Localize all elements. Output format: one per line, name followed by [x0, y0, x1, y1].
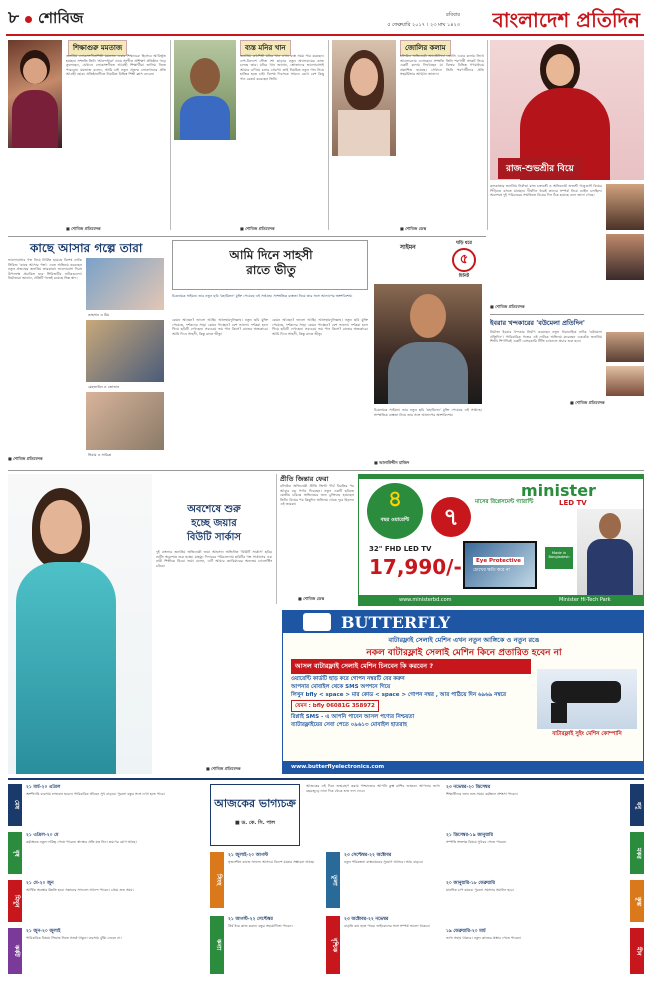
tara-caption-3: সিয়াম ও সারিকা [88, 453, 112, 457]
butterfly-logo [303, 613, 331, 631]
story-tara [8, 240, 164, 468]
story-saimon [170, 240, 486, 468]
zodiac-head: ২১ মে-২০ জুন [26, 881, 54, 886]
butterfly-tagline: বাটারফ্লাই সেলাই মেশিন এখন নতুন আঙ্গিকে ও নতুন রঙে [388, 636, 540, 644]
zodiac-text: কর্মক্ষেত্রে নতুন দায়িত্ব পেতে পারেন। স্বাস্থ্যের প্রতি যত্ন নিন। ভ্রমণের যোগ আছে। [26, 840, 137, 844]
page-number: ৮ [8, 8, 20, 28]
zodiac-head: ২১ এপ্রিল-২০ মে [26, 833, 59, 838]
jolie-heading: জোলির কলাম [400, 40, 451, 56]
header-rule [6, 34, 644, 36]
badge-top: ঘড়ি ধরে [456, 241, 472, 246]
tara-photo-2 [86, 320, 164, 382]
story-momtaz [8, 40, 166, 235]
ibrar-credit: ■ শোবিজ প্রতিবেদক [570, 400, 605, 405]
saimon-photo [374, 284, 482, 404]
ibrar-heading: ইবরার খন্দকারের 'বউমেলা প্রতিদিন' [490, 319, 585, 327]
warranty-text: বছর ওয়ারেন্টি [380, 517, 410, 523]
saimon-name: সাইমন [400, 244, 416, 251]
raj-credit: ■ শোবিজ প্রতিবেদক [490, 304, 525, 309]
zodiac-text: মানসিক চাপ কমবে। পুরনো সমস্যার সমাধান হবে। [446, 888, 514, 892]
step-5: ব্যাটারফ্লাইয়ের সেবা পেতে ০৯৬১৩ মোবাইল হাতরাহ [291, 722, 408, 728]
made-in-bd: Made in Bangladesh [545, 547, 573, 569]
zodiac-row [8, 784, 204, 830]
ibrar-photo [606, 332, 644, 362]
step-3: লিখুন bfly < space > মার কোড < space > গোপন নম্বর , আর পাঠিয়ে দিন ৬৯৬৯ নম্বরে [291, 692, 506, 698]
zodiac-head: ১৯ ফেব্রুয়ারি-২০ মার্চ [446, 929, 486, 934]
ad-butterfly[interactable] [282, 610, 644, 774]
saimon-body-col3: চিত্রনায়ক সাইমন। তার নতুন ছবি 'মহামিলন' মুক্তি পেয়েছে এই সপ্তাহে। সাম্প্রতিক ব্যস্ততা নিয়ে তার সঙ্গে আলাপের অংশবিশেষ। [374, 408, 482, 417]
raj-heading: রাজ-শুভশ্রীর বিয়ে [498, 158, 582, 179]
priti-credit: ■ শোবিজ ডেস্ক [298, 596, 325, 601]
zodiac-text: আর্থিক অবস্থার উন্নতি হবে। সন্তানের সাফল্যে আনন্দ পাবেন। প্রেমে শুভ সময়। [26, 888, 134, 892]
momtaz-heading: শিক্ষাগুরু মমতাজ [68, 40, 127, 56]
zodiac-head: ২১ আগস্ট-২২ সেপ্টেম্বর [228, 917, 273, 922]
zodiac-head: ২১ মার্চ-২০ এপ্রিল [26, 785, 61, 790]
tv-screen [463, 541, 537, 589]
zodiac-text-wrap [228, 916, 324, 928]
zodiac-row [210, 916, 324, 978]
tara-caption-1: তাহসান ও মিম [88, 313, 110, 317]
step-2: আপনার মোবাইল থেকে SMS অপশনে গিয়ে [291, 684, 391, 690]
story-beauty [156, 474, 272, 774]
horoscope-title-box [210, 784, 300, 846]
minister-website[interactable]: www.ministerbd.com [399, 597, 452, 603]
zodiac-tag: মেষ [8, 784, 22, 826]
zodiac-text-wrap [26, 928, 204, 940]
divider [8, 470, 644, 471]
zodiac-text-wrap [26, 784, 204, 796]
zodiac-row [8, 928, 204, 978]
saimon-body-col1: কেমন আছেন? ভালো আছি। আলহামদুলিল্লাহ। নতুন ছবি মুক্তি পেয়েছে, দর্শকদের সাড়া কেমন পাচ্ছেন? বেশ ভালো। দর্শকরা হলে গিয়ে ছবিটি দেখছেন। সবচেয়ে ভয় পান কিসে? রাতের অন্ধকারে। আমি দিনে সাহসী, কিন্তু রাতে ভীতু। [172, 318, 268, 336]
zodiac-text-wrap [26, 880, 204, 892]
divider [8, 778, 644, 780]
badge-num: ৫ [452, 248, 476, 272]
divider [490, 314, 644, 315]
zodiac-head: ২৩ অক্টোবর-২২ নভেম্বর [344, 917, 389, 922]
butterfly-footer [283, 761, 644, 774]
butterfly-header [283, 611, 644, 633]
minister-brand: minister [521, 481, 596, 500]
warranty-num: ৪ [387, 487, 403, 512]
replace-text: মাসের রিপ্লেসমেন্ট গ্যারান্টি [475, 499, 534, 505]
subhasree-inset-photo [606, 234, 644, 280]
priti-body: বলিউড অভিনেত্রী প্রীতি জিন্টা দীর্ঘ বিরতির পর আবার বড় পর্দায় ফিরছেন। নতুন একটি ছবিতে কেন্দ্রীয় চরিত্রে অভিনয়ের জন্য চুক্তিবদ্ধ হয়েছেন তিনি। বিয়ের পর কিছুদিন অভিনয় থেকে দূরে ছিলেন এই তারকা। [280, 484, 354, 507]
ad-stripe [359, 475, 644, 479]
tv-model: 32" FHD LED TV [369, 545, 432, 553]
divider [328, 40, 329, 230]
zodiac-tag: কন্যা [210, 916, 224, 974]
horoscope-author: ■ ড. কে. সি. পাল [235, 820, 275, 826]
saimon-heading-2: রাতে ভীতু [246, 263, 296, 277]
zodiac-text-wrap [446, 784, 626, 796]
story-jaya [8, 474, 152, 774]
divider [170, 40, 171, 230]
horoscope-intro: আজকের এই দিনে জন্মগ্রহণ করায় পাশ্চাত্যের আপনি কুম্ভ রাশির জাতক। আপনার ভাগ্য বছরজুড়ে নানা দিক থেকে শুভ ফল দেবে। [306, 784, 440, 793]
zodiac-row [446, 880, 644, 926]
saimon-body-col2: কেমন আছেন? ভালো আছি। আলহামদুলিল্লাহ। নতুন ছবি মুক্তি পেয়েছে, দর্শকদের সাড়া কেমন পাচ্ছেন? বেশ ভালো। দর্শকরা হলে গিয়ে ছবিটি দেখছেন। সবচেয়ে ভয় পান কিসে? রাতের অন্ধকারে। আমি দিনে সাহসী, কিন্তু রাতে ভীতু। [272, 318, 368, 336]
tv-price: 17,990/- [369, 555, 462, 579]
zodiac-head: ২০ জানুয়ারি-১৮ ফেব্রুয়ারি [446, 881, 496, 886]
bullet-dot [25, 16, 32, 23]
butterfly-steps [291, 675, 531, 729]
momtaz-body: জনপ্রিয় লোকসংগীতশিল্পী মমতাজ এবার শিক্ষাগুরু হিসেবে আবির্ভূত হচ্ছেন। সম্প্রতি তিনি 'আনন্দধারা' নামে সংগীত প্রশিক্ষণ প্রতিষ্ঠান গড়ে তুলেছেন, যেখানে লোকসংগীতে আগ্রহী শিক্ষার্থীরা তালিম নিতে পারবেন। মমতাজ বলেন, আমি চাই নতুন প্রজন্ম লোকগানের প্রতি আগ্রহী হোক। প্রতিষ্ঠানটিতে নিয়মিত বিভিন্ন শিল্পী ক্লাস নেবেন। [66, 54, 166, 77]
zodiac-tag: বৃশ্চিক [326, 916, 340, 974]
badge-bottom: মিনিট [458, 274, 470, 279]
beauty-heading-3: বিউটি সার্কাস [186, 532, 241, 543]
divider [276, 474, 277, 604]
zodiac-tag: সিংহ [210, 852, 224, 908]
zodiac-head: ২১ জুলাই-২০ আগস্ট [228, 853, 269, 858]
minister-fb[interactable]: Minister Hi-Tech Park [559, 597, 611, 603]
zodiac-head: ২৩ নভেম্বর-২০ ডিসেম্বর [446, 785, 491, 790]
zodiac-text: পারিবারিক বিষয়ে সিদ্ধান্ত নিতে সতর্ক থাকুন। ব্যবসায় ঝুঁকি নেবেন না। [26, 936, 122, 940]
zodiac-text-wrap [26, 832, 204, 844]
raj-inset-photo [606, 184, 644, 230]
horoscope-title: আজকের ভাগ্যচক্র [214, 797, 296, 810]
zodiac-text-wrap [446, 880, 626, 892]
section-title: শোবিজ [38, 8, 84, 27]
monir-photo [174, 40, 236, 140]
saimon-credit: ■ আলাউদ্দীন মাজিদ [374, 460, 410, 465]
horoscope-center [210, 782, 440, 980]
butterfly-website[interactable]: www.butterflyelectronics.com [291, 764, 385, 770]
ibrar-photo-2 [606, 366, 644, 396]
header-day: রবিবার [446, 12, 460, 18]
beauty-body: দুই বাংলার জনপ্রিয় অভিনেত্রী জয়া আহসান অভিনীত 'বিউটি সার্কাস' ছবির শুটিং অবশেষে শুরু হচ্ছে। মাহমুদ দিদারের পরিচালনায় ছবিটির গল্প সার্কাসের এক নারী শিল্পীকে ঘিরে। জয়া বলেন, এটি আমার ক্যারিয়ারের অন্যতম চ্যালেঞ্জিং চরিত্র। [156, 550, 272, 568]
story-jolie [332, 40, 484, 235]
zodiac-text: বাড়তি ব্যয় হতে পারে। ভাইবোনের সঙ্গে সম্পর্ক ভালো থাকবে। [344, 924, 430, 928]
zodiac-head: ২১ জুন-২০ জুলাই [26, 929, 61, 934]
monir-body: জনপ্রিয় কণ্ঠশিল্পী মনির খান এখন ব্যস্ত সময় পার করছেন। দেশ-বিদেশে স্টেজ শো ছাড়াও নতুন অ্যালবামের কাজ চলছে তার। মনির খান জানান, শ্রোতাদের ভালোবাসাই আমার এগিয়ে চলার প্রেরণা। তাই নিয়মিত নতুন গান নিয়ে হাজির হতে চাই। বিশেষ দিবসকে সামনে রেখে বেশ কিছু গান রেকর্ড করেছেন তিনি। [240, 54, 324, 81]
beauty-heading-1: অবশেষে শুরু [187, 504, 241, 515]
zodiac-text-wrap [446, 832, 626, 844]
zodiac-text: সম্পত্তি সংক্রান্ত বিষয়ে সুখবর পেতে পারেন। [446, 840, 507, 844]
header-date: ৫ ফেব্রুয়ারি ২০১৭ । ২৩ মাঘ ১৪২৩ [387, 22, 460, 28]
zodiac-text-wrap [446, 928, 626, 940]
saimon-header-box [172, 240, 368, 290]
minister-footer [359, 595, 644, 606]
ibrar-body: নির্মাতা ইবরার খন্দকার নির্মাণ করেছেন নতুন ধারাবাহিক নাটক 'বউমেলা প্রতিদিন'। পারিবারিক গল্পের এই নাটকে অভিনয় করেছেন একঝাঁক জনপ্রিয় শিল্পী। শিগগিরই একটি বেসরকারি টিভি চ্যানেলে প্রচার শুরু হবে। [490, 330, 602, 344]
butterfly-brand: BUTTERFLY [341, 613, 451, 632]
zodiac-tag: কুম্ভ [630, 880, 644, 922]
zodiac-tag: মীন [630, 928, 644, 974]
step-1: ওয়ারেন্টি কার্ডটি ছাড় করে গোপন নম্বরটি বের করুন [291, 676, 405, 682]
minister-model-photo [577, 509, 643, 595]
horoscope-left [8, 782, 204, 980]
header-left [8, 4, 83, 34]
jolie-photo [332, 40, 396, 156]
step-4: রিপ্লাই SMS - এ আপনি পাবেন আসল পণ্যের নিশ্চয়তা [291, 714, 415, 720]
beauty-credit: ■ শোবিজ প্রতিবেদক [206, 766, 241, 771]
horoscope-right [446, 782, 644, 980]
saimon-heading-1: আমি দিনে সাহসী [229, 248, 313, 262]
zodiac-row [326, 852, 440, 912]
zodiac-text-wrap [344, 916, 440, 928]
replace-badge: ৭ [431, 497, 471, 537]
zodiac-tag: ধনু [630, 784, 644, 826]
horoscope [8, 782, 644, 980]
zodiac-text: অংশীদারি ব্যবসায় লাভবান হবেন। পারিবারিক জীবনে সুখ বাড়বে। পুরনো বন্ধুর সঙ্গে দেখা হতে পারে। [26, 792, 165, 796]
ad-minister[interactable] [358, 474, 644, 606]
tara-photo-3 [86, 392, 164, 450]
zodiac-text: সৃজনশীল কাজে সাফল্য আসবে। বিদেশ যাত্রার সম্ভাবনা আছে। [228, 860, 315, 864]
minister-product: LED TV [559, 499, 587, 507]
momtaz-credit: ■ শোবিজ প্রতিবেদক [66, 226, 101, 231]
raj-body: কলকাতার জনপ্রিয় নির্মাতা রাজ চক্রবর্তী ও অভিনেত্রী শুভশ্রী গাঙ্গুলী বিয়ের পিঁড়িতে বসতে যাচ্ছেন। দীর্ঘদিন ধরেই তাদের সম্পর্ক নিয়ে গুঞ্জন চলছিল। অবশেষে দুই পরিবারের সম্মতিতে বিয়ের দিন ঠিক হয়েছে বলে জানা গেছে। [490, 184, 602, 198]
jaya-photo [8, 474, 152, 774]
warranty-badge [367, 483, 423, 539]
jolie-credit: ■ শোবিজ ডেস্ক [400, 226, 427, 231]
zodiac-row [210, 852, 324, 912]
eye-sub: চোখের ক্ষতি করে না [473, 568, 510, 573]
zodiac-text: ধৈর্য ধরে কাজ করুন। বন্ধুর সহযোগিতা পাবেন। [228, 924, 293, 928]
zodiac-text-wrap [344, 852, 440, 864]
monir-heading: ব্যস্ত মনির খান [240, 40, 291, 56]
eye-protective: Eye Protective [473, 557, 524, 565]
tara-credit: ■ শোবিজ প্রতিবেদক [8, 456, 43, 461]
priti-heading: প্রীতি জিন্তার ফেরা [280, 475, 329, 483]
zodiac-text-wrap [228, 852, 324, 864]
newspaper-logo: বাংলাদেশ প্রতিদিন [492, 8, 640, 32]
zodiac-row [446, 928, 644, 978]
zodiac-row [326, 916, 440, 978]
zodiac-tag: মিথুন [8, 880, 22, 922]
jolie-body: হলিউড অভিনেত্রী অ্যাঞ্জেলিনা জোলি এবার কলাম লিখে আলোচনায় এসেছেন। সম্প্রতি তিনি শরণার্থী সংকট নিয়ে একটি কলাম লিখেছেন যা বিশ্বের বিভিন্ন গণমাধ্যমে প্রকাশিত হয়েছে। সেখানে তিনি শরণার্থীদের প্রতি সহমর্মিতার আহ্বান জানান। [400, 54, 484, 77]
zodiac-text: ভাগ্য সহায় থাকবে। নতুন কাজের প্রস্তাব পেতে পারেন। [446, 936, 521, 940]
zodiac-row [446, 784, 644, 830]
sms-example: যেমন : bfly 06081G 358972 [291, 700, 379, 712]
beauty-heading-2: হচ্ছে জয়ার [191, 518, 237, 529]
butterfly-question: আসল বাটারফ্লাই সেলাই মেশিন চিনবেন কি করবেন ? [291, 659, 531, 674]
tara-body: ভালোবাসার গল্প নিয়ে নির্মিত হয়েছে বিশেষ নাটক সিরিজ 'কাছে আসার গল্প'। এতে অভিনয় করেছেন নতুন প্রজন্মের জনপ্রিয় তারকারা। ভালোবাসা দিবস উপলক্ষে প্রচারিত হবে সিরিজটির নাটকগুলো। নির্মাতারা জানান, প্রতিটি গল্পেই রয়েছে ভিন্ন স্বাদ। [8, 258, 82, 281]
zodiac-tag: মকর [630, 832, 644, 874]
zodiac-text: নতুন পরিকল্পনা বাস্তবায়নের সুযোগ আসবে। আয় বাড়বে। [344, 860, 424, 864]
tara-heading: কাছে আসার গল্পে তারা [30, 241, 143, 255]
tara-caption-2: মেহজাবিন ও জোভান [88, 385, 120, 389]
divider [487, 40, 488, 230]
story-monir [174, 40, 324, 235]
zodiac-text: শিক্ষার্থীদের জন্য শুভ সময়। কর্মস্থলে প্রশংসা পাবেন। [446, 792, 518, 796]
story-raj [490, 40, 644, 410]
monir-credit: ■ শোবিজ প্রতিবেদক [240, 226, 275, 231]
zodiac-row [446, 832, 644, 878]
momtaz-photo [8, 40, 62, 148]
saimon-intro: চিত্রনায়ক সাইমন। তার নতুন ছবি 'মহামিলন' মুক্তি পেয়েছে এই সপ্তাহে। সাম্প্রতিক ব্যস্ততা নিয়ে তার সঙ্গে আলাপের অংশবিশেষ। [172, 294, 353, 298]
divider [8, 236, 486, 237]
sewing-machine-photo [537, 669, 637, 729]
saimon-badge [446, 240, 482, 280]
zodiac-tag: তুলা [326, 852, 340, 908]
zodiac-head: ২১ ডিসেম্বর-১৯ জানুয়ারি [446, 833, 493, 838]
zodiac-row [8, 880, 204, 926]
zodiac-tag: বৃষ [8, 832, 22, 874]
zodiac-head: ২৩ সেপ্টেম্বর-২২ অক্টোবর [344, 853, 392, 858]
tara-photo-1 [86, 258, 164, 310]
butterfly-warning: নকল বাটারফ্লাই সেলাই মেশিন কিনে প্রতারিত হবেন না [366, 648, 562, 658]
butterfly-distributor: বাটারফ্লাই সুইং মেশিন কোম্পানি [552, 731, 622, 737]
zodiac-tag: কর্কট [8, 928, 22, 974]
story-priti [280, 474, 354, 604]
zodiac-row [8, 832, 204, 878]
